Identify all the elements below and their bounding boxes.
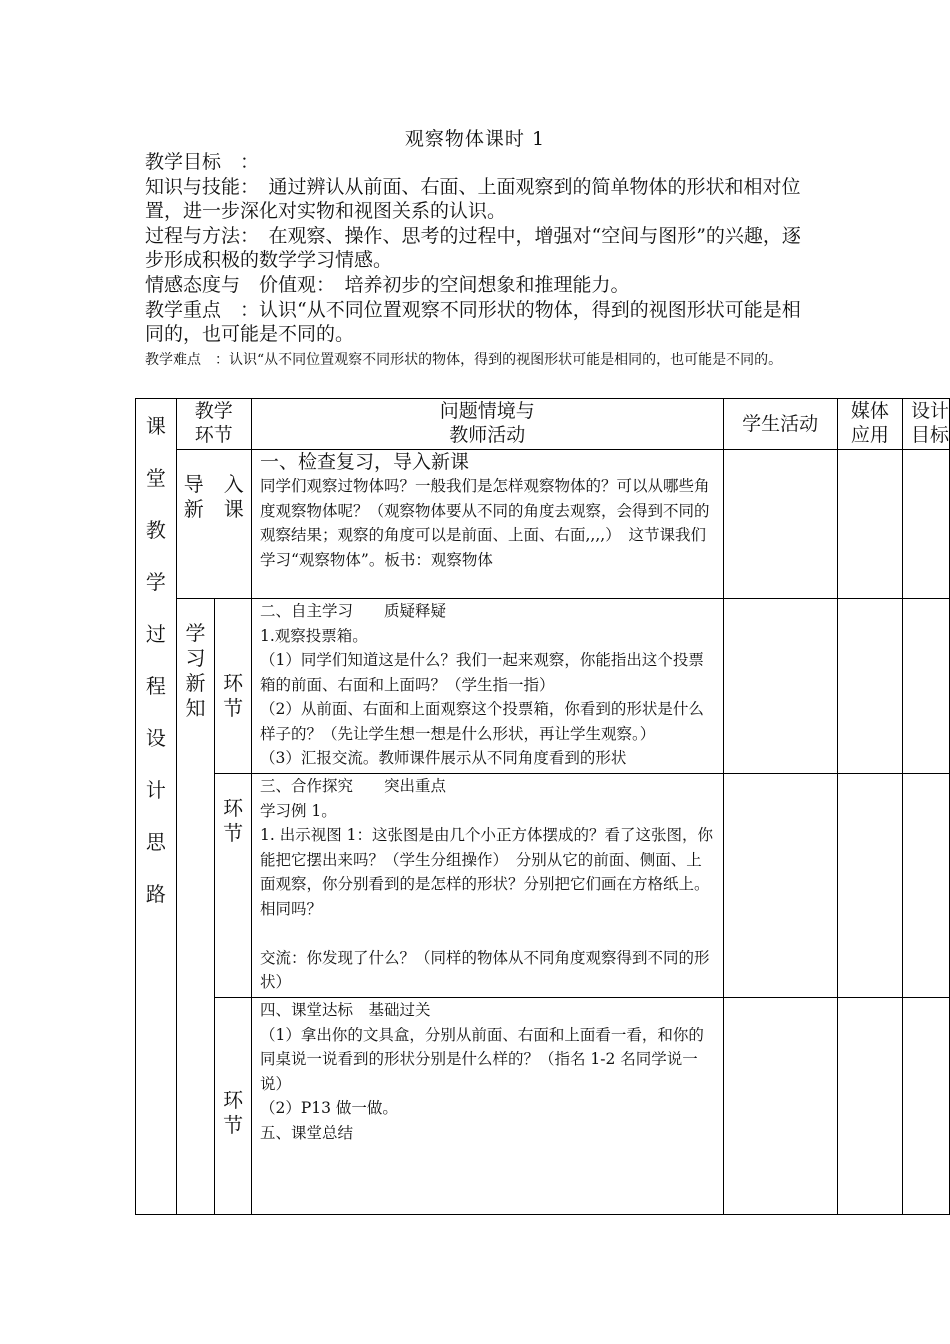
link-label-1-char-2: 节 [223, 696, 244, 720]
side-label-char-10: 路 [145, 882, 166, 906]
stage-new-knowledge-char-1: 学 [185, 621, 206, 645]
header-stage-line1: 教学 [194, 400, 233, 422]
section-3-media [837, 774, 902, 998]
objective-attitude: 情感态度与 价值观： 培养初步的空间想象和推理能力。 [145, 274, 630, 296]
header-student: 学生活动 [723, 399, 837, 450]
header-stage [176, 399, 251, 450]
side-label-char-7: 设 [145, 726, 166, 750]
side-label-char-6: 程 [145, 674, 166, 698]
section-3-line-5: 交流：你发现了什么？（同样的物体从不同角度观察得到不同的形状） [259, 948, 710, 991]
lesson-plan-table [135, 398, 950, 1215]
section-1-content [251, 450, 723, 599]
header-teacher-line1: 问题情境与 [439, 400, 535, 422]
stage-intro-line2: 新 课 [183, 497, 244, 521]
link-label-2-char-2: 节 [223, 821, 244, 845]
teaching-key-point: 教学重点 ：认识“从不同位置观察不同形状的物体，得到的视图形状可能是相同的，也可能是不同的。 [145, 299, 801, 345]
row-intro [136, 450, 950, 599]
section-3-design [902, 774, 949, 998]
section-4-student [723, 998, 837, 1215]
section-3-content [251, 774, 723, 998]
header-design-line1: 设计 [910, 400, 949, 422]
stage-intro [176, 450, 251, 599]
section-4-line-2: （1）拿出你的文具盒，分别从前面、右面和上面看一看，和你的同桌说一说看到的形状分别是什么样的？（指名 1-2 名同学说一说） [259, 1025, 704, 1093]
section-4-design [902, 998, 949, 1215]
section-2-line-2: 1.观察投票箱。 [259, 626, 368, 645]
section-2-content [251, 599, 723, 774]
side-label-char-1: 课 [145, 414, 166, 438]
link-label-3 [215, 998, 252, 1215]
side-label-char-5: 过 [145, 622, 166, 646]
row-practice [136, 998, 950, 1215]
document-title: 观察物体课时 1 [404, 128, 546, 150]
section-4-content [251, 998, 723, 1215]
link-label-1-char-1: 环 [223, 671, 244, 695]
section-1-student [723, 450, 837, 599]
section-4-media [837, 998, 902, 1215]
objective-knowledge: 知识与技能： 通过辨认从前面、右面、上面观察到的简单物体的形状和相对位置，进一步深化对实物和视图关系的认识。 [145, 176, 801, 222]
header-stage-line2: 环节 [194, 424, 233, 446]
section-3-line-4 [260, 921, 717, 946]
section-1-body: 同学们观察过物体吗？一般我们是怎样观察物体的？可以从哪些角度观察物体呢？（观察物体要从不同的角度去观察，会得到不同的观察结果；观察的角度可以是前面、上面、右面,,,,） 这节课我们学习“观察物体”。板书：观察物体 [259, 477, 710, 569]
section-3-line-3: 1. 出示视图 1：这张图是由几个小正方体摆成的？看了这张图，你能把它摆出来吗？（学生分组操作） 分别从它的前面、侧面、上面观察，你分别看到的是怎样的形状？分别把它们画在方格纸上。相同吗？ [259, 826, 713, 918]
side-label-char-4: 学 [145, 570, 166, 594]
section-3-line-1: 三、合作探究 突出重点 [259, 777, 446, 795]
section-3-student [723, 774, 837, 998]
section-1-media [837, 450, 902, 599]
side-label-char-2: 堂 [145, 466, 166, 490]
section-2-line-1: 二、自主学习 质疑释疑 [259, 602, 446, 620]
side-label-char-3: 教 [145, 518, 166, 542]
stage-new-knowledge-char-4: 知 [185, 696, 206, 720]
side-label-char-8: 计 [145, 778, 166, 802]
header-teacher [251, 399, 723, 450]
section-3-line-2: 学习例 1。 [259, 801, 337, 820]
section-1-design [902, 450, 949, 599]
section-4-line-1: 四、课堂达标 基础过关 [259, 1001, 431, 1019]
section-1-heading: 一、检查复习，导入新课 [259, 451, 469, 473]
link-label-3-char-1: 环 [223, 1088, 244, 1112]
side-label-char-9: 思 [145, 830, 166, 854]
section-2-media [837, 599, 902, 774]
side-label-column [136, 399, 177, 1215]
section-2-line-4: （2）从前面、右面和上面观察这个投票箱，你看到的形状是什么样子的？（先让学生想一想是什么形状，再让学生观察。） [259, 700, 704, 743]
section-4-line-4: 五、课堂总结 [259, 1123, 353, 1142]
stage-new-knowledge [176, 599, 215, 1215]
objective-process: 过程与方法： 在观察、操作、思考的过程中，增强对“空间与图形”的兴趣，逐步形成积极的数学学习情感。 [145, 225, 801, 271]
header-media-line2: 应用 [850, 424, 889, 446]
link-label-3-char-2: 节 [223, 1113, 244, 1137]
objectives-heading: 教学目标 ： [145, 151, 260, 173]
stage-new-knowledge-char-3: 新 [185, 671, 206, 695]
section-2-student [723, 599, 837, 774]
section-2-line-5: （3）汇报交流。教师课件展示从不同角度看到的形状 [259, 749, 627, 767]
stage-new-knowledge-char-2: 习 [185, 646, 206, 670]
link-label-2-char-1: 环 [223, 796, 244, 820]
stage-intro-line1: 导 入 [183, 472, 244, 496]
section-4-line-3: （2）P13 做一做。 [259, 1099, 398, 1117]
header-design-line2: 目标 [910, 424, 949, 446]
section-2-line-3: （1）同学们知道这是什么？我们一起来观察，你能指出这个投票箱的前面、右面和上面吗？（学生指一指） [259, 651, 704, 694]
link-label-2 [215, 774, 252, 998]
row-cooperative [136, 774, 950, 998]
header-teacher-line2: 教师活动 [449, 424, 526, 446]
teaching-difficulty: 教学难点 ：认识“从不同位置观察不同形状的物体，得到的视图形状可能是相同的，也可能是不同的。 [145, 352, 783, 368]
row-self-study [136, 599, 950, 774]
header-media [837, 399, 902, 450]
header-row [136, 399, 950, 450]
link-label-1 [215, 599, 252, 774]
section-2-design [902, 599, 949, 774]
header-media-line1: 媒体 [850, 400, 889, 422]
header-design [902, 399, 949, 450]
